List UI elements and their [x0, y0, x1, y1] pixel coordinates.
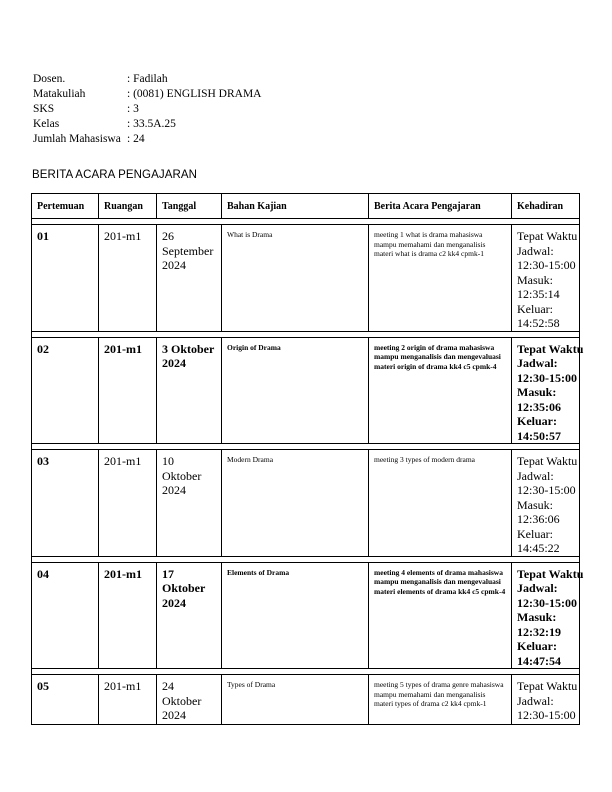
cell-berita-acara: meeting 1 what is drama mahasiswa mampu memahami dan menganalisis materi what is drama c2 kk4 cpmk-1	[369, 225, 512, 332]
cell-ruangan: 201-m1	[99, 337, 157, 444]
kehadiran-line: Jadwal:	[517, 468, 554, 483]
kehadiran-line: 14:45:22	[517, 541, 560, 555]
cell-kehadiran	[512, 225, 580, 332]
cell-kehadiran	[512, 450, 580, 557]
column-header: Berita Acara Pengajaran	[369, 194, 512, 219]
cell-berita-acara: meeting 4 elements of drama mahasiswa mampu menganalisis dan mengevaluasi materi elements of drama kk4 c5 cpmk-4	[369, 562, 512, 669]
cell-tanggal: 26 September 2024	[157, 225, 222, 332]
cell-berita-acara: meeting 5 types of drama genre mahasiswa mampu memahami dan menganalisis materi types of drama c2 kk4 cpmk-1	[369, 675, 512, 725]
table-row	[32, 337, 580, 444]
kehadiran-line: 12:30-15:00	[517, 483, 576, 497]
kehadiran-line: Keluar:	[517, 639, 557, 653]
cell-pertemuan: 04	[32, 562, 99, 669]
kehadiran-line: 12:35:14	[517, 287, 560, 301]
section-title: BERITA ACARA PENGAJARAN	[32, 169, 198, 181]
info-label: Dosen.	[33, 73, 66, 85]
kehadiran-line: Tepat Waktu	[517, 454, 578, 468]
column-header: Bahan Kajian	[222, 194, 369, 219]
info-sks	[33, 102, 261, 117]
table-row	[32, 450, 580, 557]
cell-ruangan: 201-m1	[99, 225, 157, 332]
cell-kehadiran	[512, 337, 584, 444]
kehadiran-line: 14:52:58	[517, 316, 560, 330]
cell-bahan-kajian: Types of Drama	[222, 675, 369, 725]
cell-bahan-kajian: Modern Drama	[222, 450, 369, 557]
kehadiran-line: Tepat Waktu	[517, 341, 584, 356]
kehadiran-line: Masuk:	[517, 385, 557, 399]
kehadiran-line: Jadwal:	[517, 356, 558, 370]
kehadiran-line: Tepat Waktu	[517, 229, 578, 243]
cell-tanggal: 3 Oktober 2024	[157, 337, 222, 444]
info-jumlah-mahasiswa	[33, 132, 261, 147]
cell-berita-acara: meeting 2 origin of drama mahasiswa mampu menganalisis dan mengevaluasi materi origin of drama kk4 c5 cpmk-4	[369, 337, 512, 444]
kehadiran-line: 12:32:19	[517, 624, 561, 639]
info-value: : Fadilah	[127, 73, 168, 85]
kehadiran-line: Masuk:	[517, 272, 553, 287]
kehadiran-line: Jadwal:	[517, 693, 554, 708]
course-info	[33, 72, 261, 147]
cell-kehadiran	[512, 675, 580, 725]
info-label: Jumlah Mahasiswa	[33, 133, 121, 145]
table-row	[32, 562, 580, 669]
column-header: Tanggal	[157, 194, 222, 219]
info-value: : 24	[127, 133, 145, 145]
column-header: Pertemuan	[32, 194, 99, 219]
kehadiran-line: 14:47:54	[517, 653, 561, 668]
cell-bahan-kajian: What is Drama	[222, 225, 369, 332]
kehadiran-line: Jadwal:	[517, 243, 554, 258]
kehadiran-line: 12:36:06	[517, 512, 560, 526]
kehadiran-line: Tepat Waktu	[517, 566, 584, 581]
kehadiran-line: Keluar:	[517, 414, 557, 428]
info-label: Matakuliah	[33, 88, 86, 100]
cell-bahan-kajian: Elements of Drama	[222, 562, 369, 669]
cell-ruangan: 201-m1	[99, 562, 157, 669]
cell-tanggal: 10 Oktober 2024	[157, 450, 222, 557]
cell-berita-acara: meeting 3 types of modern drama	[369, 450, 512, 557]
cell-pertemuan: 05	[32, 675, 99, 725]
info-label: SKS	[33, 103, 55, 115]
info-value: : (0081) ENGLISH DRAMA	[127, 88, 262, 100]
teaching-record-table	[31, 193, 584, 725]
info-dosen	[33, 72, 261, 87]
column-header: Kehadiran	[512, 194, 580, 219]
kehadiran-line: Masuk:	[517, 610, 557, 624]
info-label: Kelas	[33, 118, 60, 130]
kehadiran-line: 12:30-15:00	[517, 370, 577, 385]
cell-tanggal: 24 Oktober 2024	[157, 675, 222, 725]
kehadiran-line: 12:30-15:00	[517, 708, 576, 722]
info-value: : 33.5A.25	[127, 118, 176, 130]
cell-bahan-kajian: Origin of Drama	[222, 337, 369, 444]
kehadiran-line: 14:50:57	[517, 428, 561, 443]
cell-pertemuan: 01	[32, 225, 99, 332]
cell-ruangan: 201-m1	[99, 450, 157, 557]
kehadiran-line: 12:30-15:00	[517, 595, 577, 610]
kehadiran-line: Keluar:	[517, 526, 553, 541]
table-row	[32, 225, 580, 332]
info-kelas	[33, 117, 261, 132]
kehadiran-line: Keluar:	[517, 301, 553, 316]
cell-tanggal: 17 Oktober 2024	[157, 562, 222, 669]
kehadiran-line: Tepat Waktu	[517, 679, 578, 693]
table-header-row	[32, 194, 580, 219]
cell-pertemuan: 03	[32, 450, 99, 557]
kehadiran-line: Jadwal:	[517, 581, 558, 595]
kehadiran-line: 12:35:06	[517, 399, 561, 414]
info-matakuliah	[33, 87, 261, 102]
kehadiran-line: 12:30-15:00	[517, 258, 576, 272]
cell-ruangan: 201-m1	[99, 675, 157, 725]
info-value: : 3	[127, 103, 139, 115]
table-row	[32, 675, 580, 725]
cell-pertemuan: 02	[32, 337, 99, 444]
cell-kehadiran	[512, 562, 584, 669]
column-header: Ruangan	[99, 194, 157, 219]
kehadiran-line: Masuk:	[517, 497, 553, 512]
